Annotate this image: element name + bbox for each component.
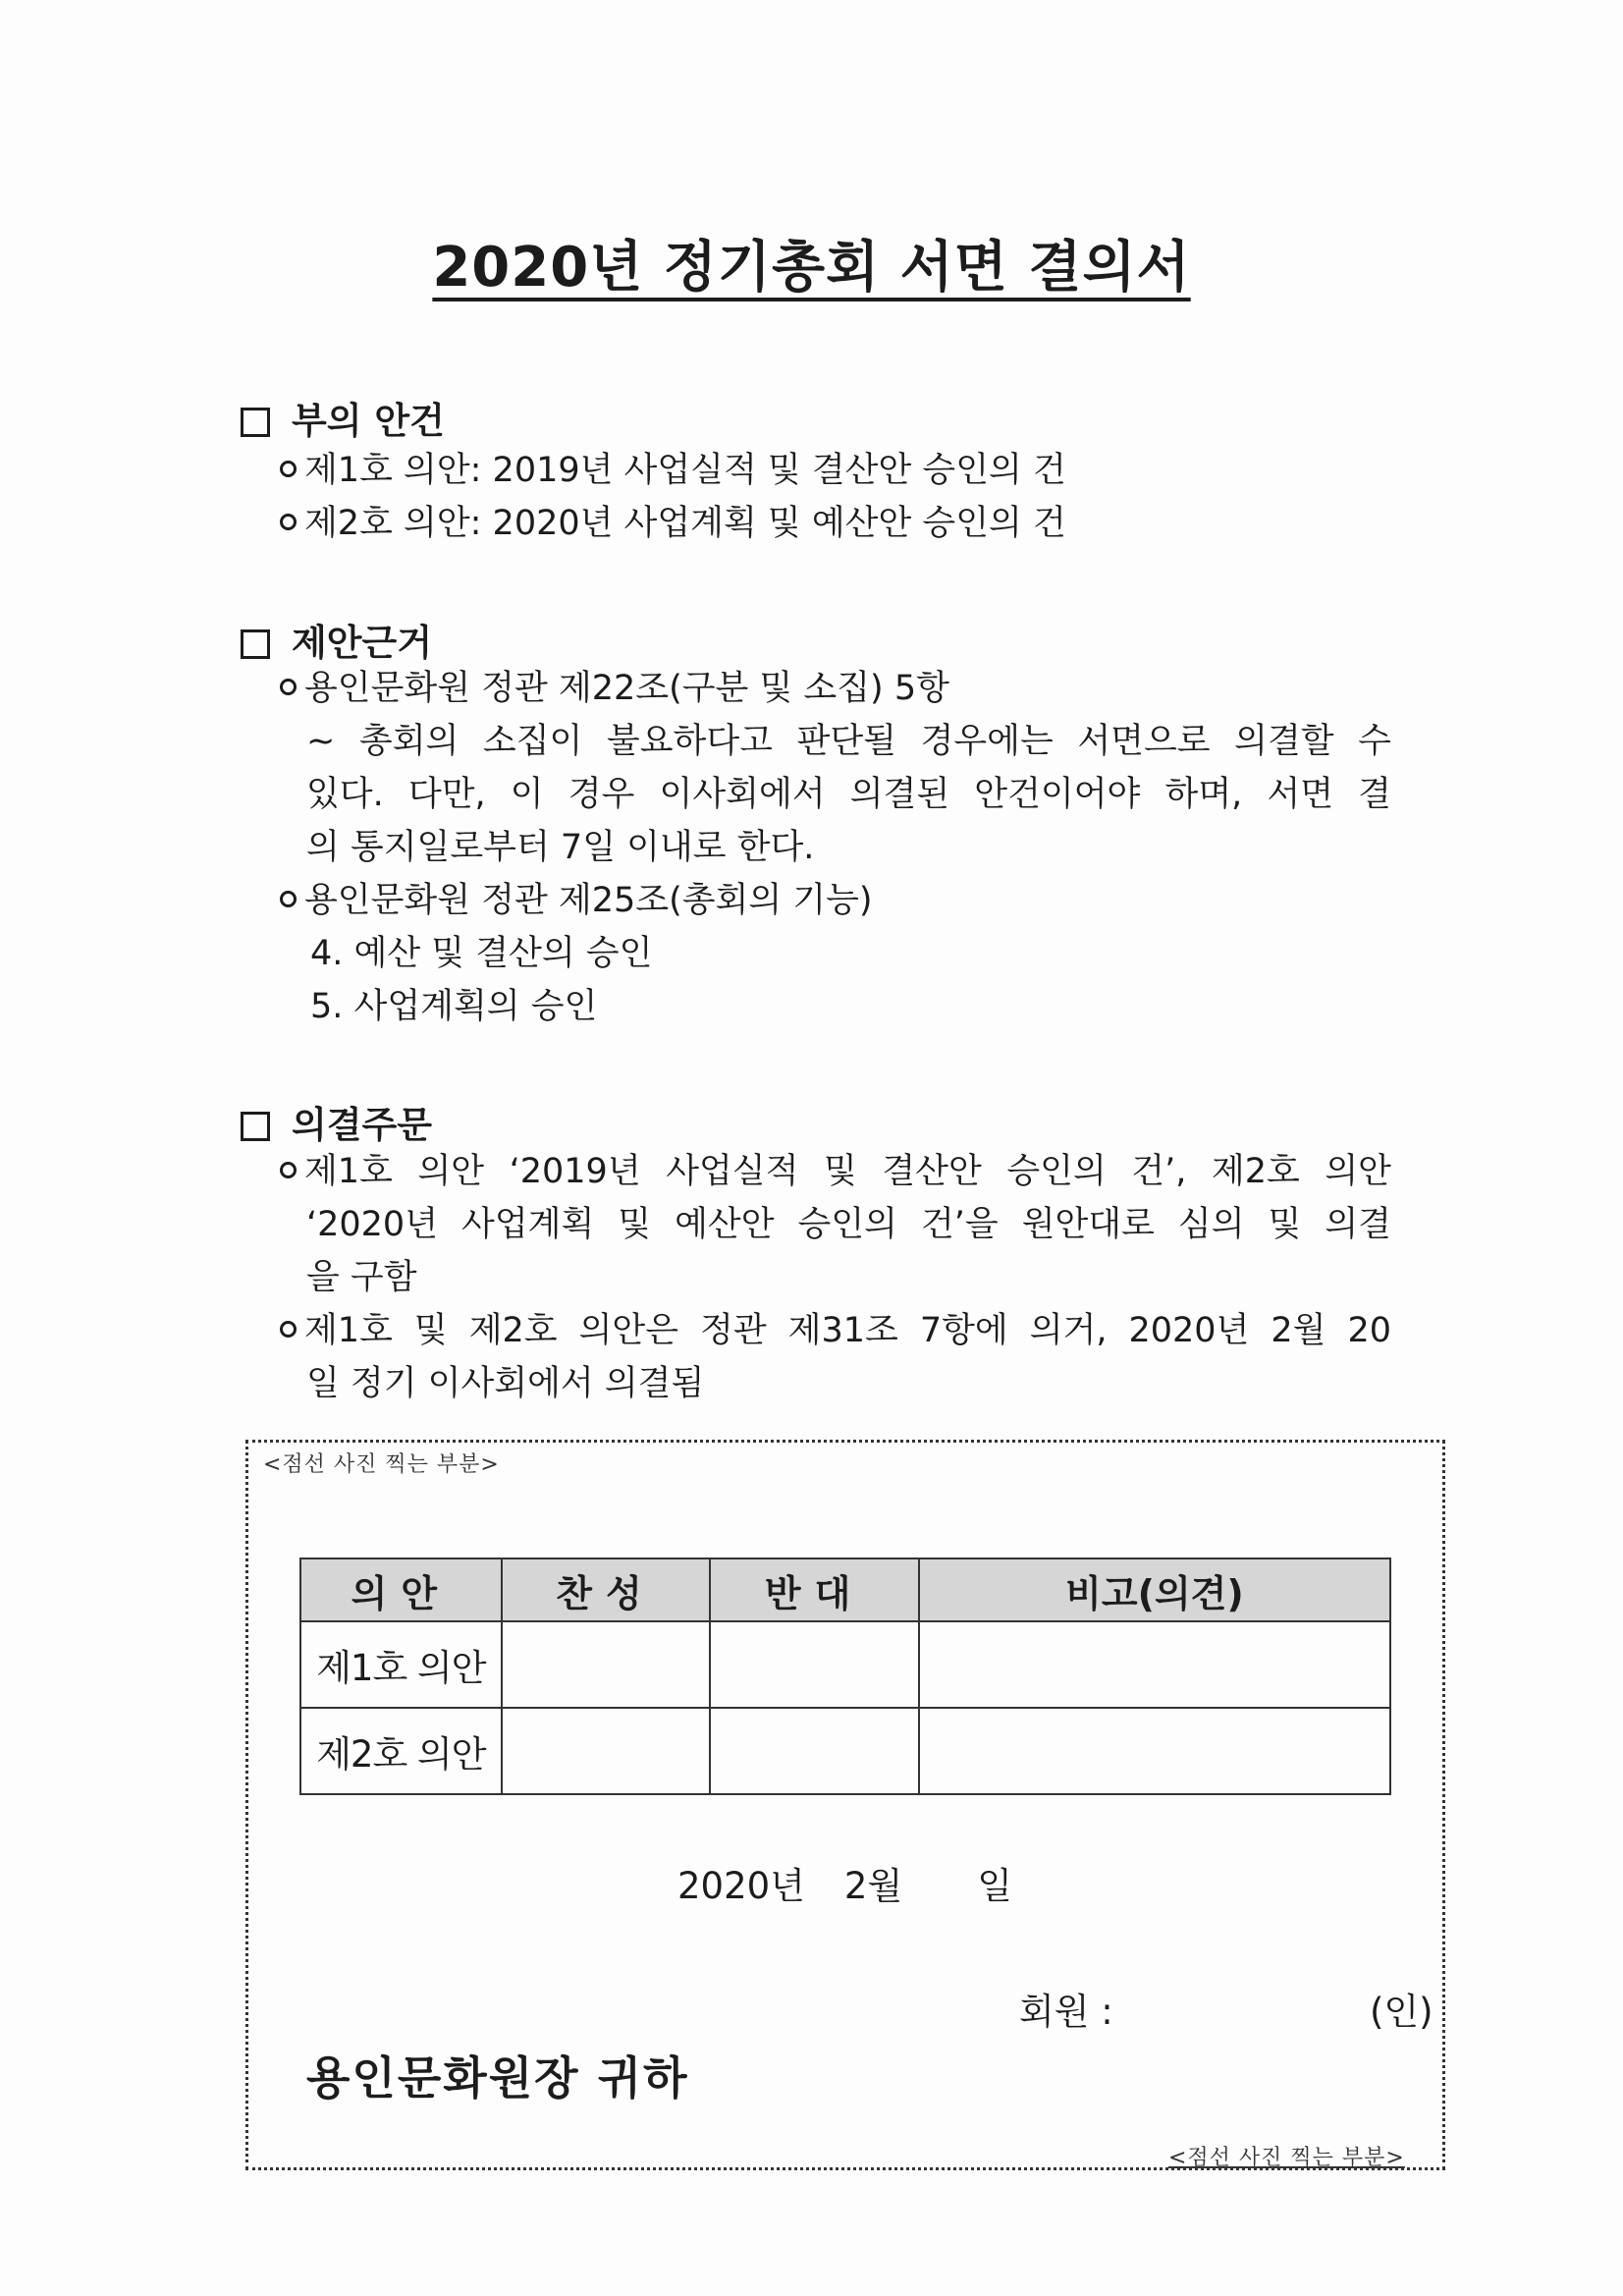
vote-table bbox=[299, 1558, 1391, 1795]
section-resolution-heading: 의결주문 bbox=[241, 1095, 432, 1148]
seal-mark: (인) bbox=[1370, 1991, 1434, 2033]
checkbox-square-icon bbox=[241, 408, 270, 437]
circle-bullet-icon bbox=[280, 461, 297, 477]
addressee: 용인문화원장 귀하 bbox=[306, 2051, 689, 2105]
date-year: 2020년 bbox=[677, 1865, 805, 1907]
vote-memo-cell[interactable] bbox=[919, 1621, 1390, 1708]
member-label: 회원 : bbox=[1019, 1991, 1113, 2033]
table-row bbox=[300, 1621, 1390, 1708]
circle-bullet-icon bbox=[280, 679, 297, 695]
resolution-item-1-line: ‘2020년 사업계획 및 예산안 승인의 건’을 원안대로 심의 및 의결 bbox=[306, 1205, 1391, 1244]
circle-bullet-icon bbox=[280, 514, 297, 530]
vote-for-cell[interactable] bbox=[502, 1708, 711, 1794]
photo-note-bottom: <점선 사진 찍는 부분> bbox=[1168, 2146, 1405, 2170]
table-row bbox=[300, 1708, 1390, 1794]
agenda-item-1: 제1호 의안: 2019년 사업실적 및 결산안 승인의 건 bbox=[280, 454, 1066, 488]
circle-bullet-icon bbox=[280, 1321, 297, 1338]
checkbox-square-icon bbox=[241, 629, 270, 659]
header-memo: 비고(의견) bbox=[919, 1558, 1390, 1621]
resolution-item-2: 제1호 및 제2호 의안은 정관 제31조 7항에 의거, 2020년 2월 20 bbox=[280, 1314, 1391, 1348]
resolution-item-1: 제1호 의안 ‘2019년 사업실적 및 결산안 승인의 건’, 제2호 의안 bbox=[280, 1155, 1391, 1189]
row-label: 제1호 의안 bbox=[300, 1621, 502, 1708]
vote-against-cell[interactable] bbox=[710, 1708, 919, 1794]
section-basis-heading: 제안근거 bbox=[241, 613, 432, 666]
row-label: 제2호 의안 bbox=[300, 1708, 502, 1794]
agenda-item-2: 제2호 의안: 2020년 사업계획 및 예산안 승인의 건 bbox=[280, 507, 1066, 541]
basis-item-1-body-line: ~ 총회의 소집이 불요하다고 판단될 경우에는 서면으로 의결할 수 bbox=[306, 722, 1391, 761]
header-agenda: 의안 bbox=[300, 1558, 502, 1621]
vote-for-cell[interactable] bbox=[502, 1621, 711, 1708]
header-for: 찬성 bbox=[502, 1558, 711, 1621]
vote-against-cell[interactable] bbox=[710, 1621, 919, 1708]
photo-note-top: <점선 사진 찍는 부분> bbox=[263, 1452, 500, 1477]
basis-item-2: 용인문화원 정관 제25조(총회의 기능) bbox=[280, 884, 873, 918]
basis-item-2-sub: 5. 사업계획의 승인 bbox=[310, 987, 598, 1026]
basis-item-2-sub: 4. 예산 및 결산의 승인 bbox=[310, 934, 653, 973]
basis-item-1-body-line: 의 통지일로부터 7일 이내로 한다. bbox=[306, 828, 815, 867]
resolution-item-2-line: 일 정기 이사회에서 의결됨 bbox=[306, 1364, 705, 1403]
basis-item-1: 용인문화원 정관 제22조(구분 및 소집) 5항 bbox=[280, 672, 949, 706]
circle-bullet-icon bbox=[280, 1162, 297, 1178]
header-against: 반대 bbox=[710, 1558, 919, 1621]
vote-memo-cell[interactable] bbox=[919, 1708, 1390, 1794]
vote-table-header bbox=[300, 1558, 1390, 1621]
document-title: 2020년 정기총회 서면 결의서 bbox=[432, 236, 1191, 300]
section-agenda-heading: 부의 안건 bbox=[241, 391, 445, 444]
date-day: 일 bbox=[977, 1865, 1012, 1907]
checkbox-square-icon bbox=[241, 1112, 270, 1141]
resolution-item-1-line: 을 구함 bbox=[306, 1258, 417, 1297]
basis-item-1-body-line: 있다. 다만, 이 경우 이사회에서 의결된 안건이어야 하며, 서면 결 bbox=[306, 775, 1391, 814]
circle-bullet-icon bbox=[280, 891, 297, 907]
date-month: 2월 bbox=[843, 1865, 903, 1907]
date-line bbox=[677, 1856, 1012, 1909]
